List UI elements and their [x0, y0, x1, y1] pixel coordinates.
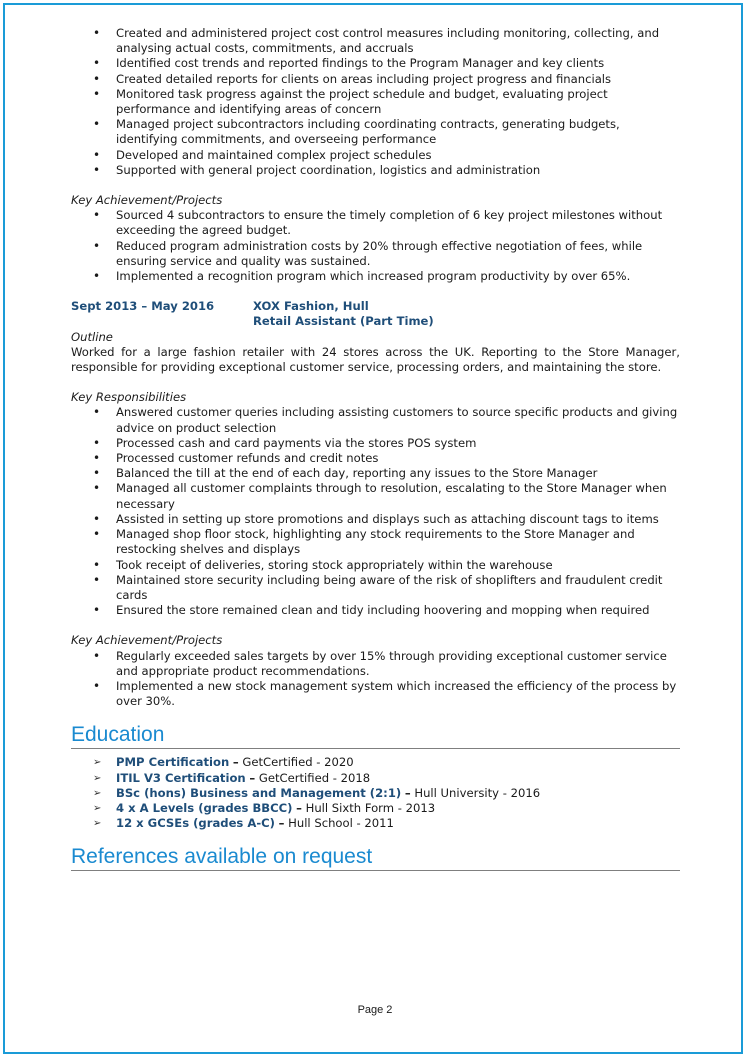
- education-item: [116, 771, 680, 786]
- education-item: [116, 786, 680, 801]
- list-item: • Sourced 4 subcontractors to ensure the timely completion of 6 key project milestones without exceeding the agreed budget.: [116, 208, 680, 238]
- qualification-name: PMP Certification: [116, 755, 230, 770]
- role2-outline-text: Worked for a large fashion retailer with 24 stores across the UK. Reporting to the Store Manager, responsible for providing exceptional customer service, processing orders, and maintaining the store.: [71, 344, 680, 375]
- role2-title: Retail Assistant (Part Time): [253, 314, 434, 329]
- education-item: [116, 816, 680, 831]
- list-item: • Processed cash and card payments via the stores POS system: [116, 436, 680, 451]
- list-item: • Implemented a recognition program which increased program productivity by over 65%.: [116, 269, 680, 284]
- list-item: • Developed and maintained complex project schedules: [116, 148, 680, 163]
- list-item: • Reduced program administration costs by 20% through effective negotiation of fees, while ensuring service and quality was sustained.: [116, 239, 680, 269]
- education-list: [71, 755, 680, 831]
- role2-employer-block: [253, 299, 434, 329]
- role1-achievements-list: [71, 208, 680, 284]
- qualification-detail: Hull Sixth Form - 2013: [305, 800, 436, 815]
- role2-header: [71, 299, 680, 329]
- role1-achievements-heading: Key Achievement/Projects: [71, 193, 223, 208]
- qualification-detail: GetCertified - 2018: [258, 770, 371, 785]
- qualification-name: ITIL V3 Certification: [116, 770, 246, 785]
- list-item: • Assisted in setting up store promotions and displays such as attaching discount tags to items: [116, 512, 680, 527]
- qualification-name: 12 x GCSEs (grades A-C): [116, 816, 275, 831]
- list-item: • Ensured the store remained clean and tidy including hoovering and mopping when required: [116, 603, 680, 618]
- list-item: • Answered customer queries including assisting customers to source specific products and giving advice on product selection: [116, 405, 680, 435]
- resume-page-content: [71, 26, 680, 877]
- list-item: • Implemented a new stock management system which increased the efficiency of the process by over 30%.: [116, 679, 680, 709]
- list-item: • Managed all customer complaints through to resolution, escalating to the Store Manager when necessary: [116, 481, 680, 511]
- qualification-detail: GetCertified - 2020: [242, 755, 354, 770]
- education-heading: Education: [71, 723, 680, 749]
- role2-dates: Sept 2013 – May 2016: [71, 299, 215, 314]
- list-item: • Monitored task progress against the project schedule and budget, evaluating project performance and identifying areas of concern: [116, 87, 680, 117]
- list-item: • Maintained store security including being aware of the risk of shoplifters and fraudulent credit cards: [116, 573, 680, 603]
- qualification-name: 4 x A Levels (grades BBCC): [116, 800, 293, 815]
- list-item: • Took receipt of deliveries, storing stock appropriately within the warehouse: [116, 558, 680, 573]
- role2-responsibilities-list: [71, 405, 680, 618]
- list-item: • Regularly exceeded sales targets by over 15% through providing exceptional customer service and appropriate product recommendations.: [116, 649, 680, 679]
- role1-responsibilities-list: [71, 26, 680, 178]
- qualification-name: BSc (hons) Business and Management (2:1): [116, 785, 402, 800]
- role2-responsibilities-heading: Key Responsibilities: [71, 390, 187, 405]
- separator: –: [296, 800, 302, 815]
- separator: –: [278, 816, 285, 831]
- list-item: • Created detailed reports for clients on areas including project progress and financials: [116, 72, 680, 87]
- separator: –: [232, 755, 239, 770]
- education-item: [116, 801, 680, 816]
- role2-achievements-heading: Key Achievement/Projects: [71, 633, 223, 648]
- list-item: • Managed shop floor stock, highlighting any stock requirements to the Store Manager and restocking shelves and displays: [116, 527, 680, 557]
- separator: –: [249, 770, 256, 785]
- list-item: • Supported with general project coordination, logistics and administration: [116, 163, 680, 178]
- references-heading: References available on request: [71, 845, 680, 871]
- role2-company: XOX Fashion, Hull: [253, 299, 369, 314]
- list-item: • Created and administered project cost control measures including monitoring, collecting, and analysing actual costs, commitments, and accruals: [116, 26, 680, 56]
- qualification-detail: Hull University - 2016: [414, 785, 541, 800]
- qualification-detail: Hull School - 2011: [288, 816, 394, 831]
- list-item: • Balanced the till at the end of each day, reporting any issues to the Store Manager: [116, 466, 680, 481]
- education-item: [116, 755, 680, 770]
- list-item: • Identified cost trends and reported findings to the Program Manager and key clients: [116, 56, 680, 71]
- role2-achievements-list: [71, 649, 680, 710]
- list-item: • Managed project subcontractors including coordinating contracts, generating budgets, identifying commitments, and overseeing performance: [116, 117, 680, 147]
- separator: –: [404, 785, 411, 800]
- role2-outline-heading: Outline: [71, 329, 113, 344]
- page-number: Page 2: [357, 1004, 393, 1016]
- list-item: • Processed customer refunds and credit notes: [116, 451, 680, 466]
